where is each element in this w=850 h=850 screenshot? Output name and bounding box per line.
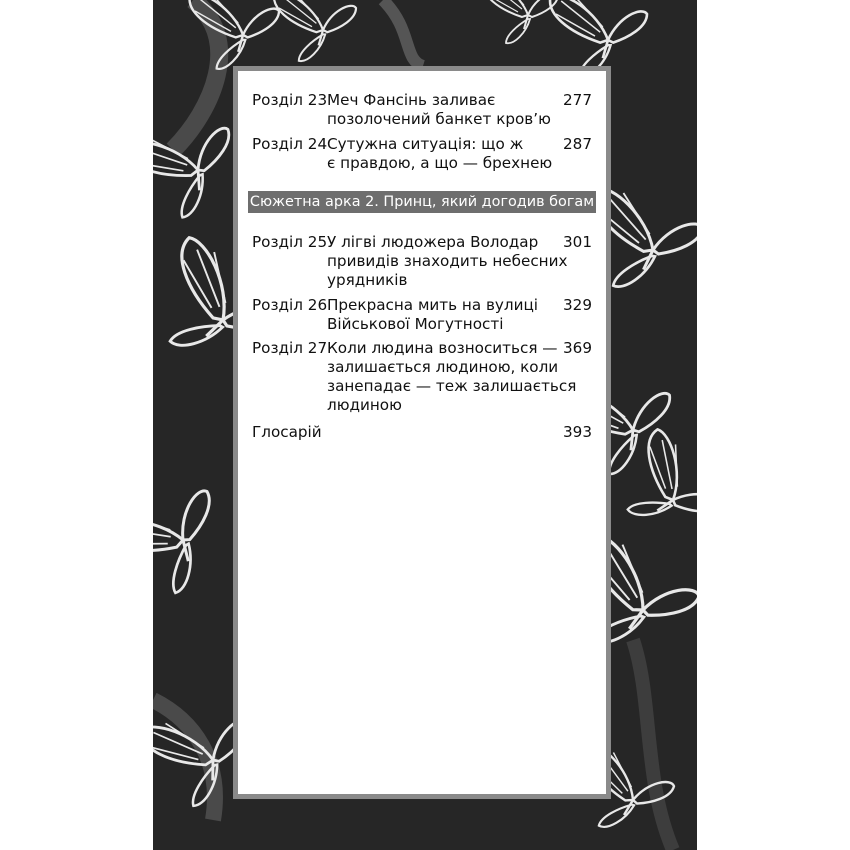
entry-title-line: людиною [327, 396, 402, 414]
entry-title [327, 91, 551, 129]
entry-page-number: 301 [563, 233, 592, 251]
entry-title-line: Меч Фансінь заливає [327, 91, 496, 109]
book-page [153, 0, 697, 850]
entry-title [327, 135, 553, 173]
entry-title-line: залишається людиною, коли [327, 358, 559, 376]
entry-label: Глосарій [252, 423, 322, 441]
butterfly-icon [605, 428, 697, 553]
entry-page-number: 329 [563, 296, 592, 314]
entry-page-number: 393 [563, 423, 592, 441]
entry-title [327, 233, 568, 290]
entry-label: Розділ 26 [252, 296, 328, 314]
entry-page-number: 287 [563, 135, 592, 153]
entry-title-line: позолочений банкет кров’ю [327, 110, 551, 128]
entry-title [327, 296, 541, 334]
table-of-contents [233, 66, 611, 799]
arc-heading: Сюжетна арка 2. Принц, який догодив богам [248, 191, 596, 213]
butterfly-icon [274, 0, 356, 61]
entry-title-line: Військової Могутності [327, 315, 504, 333]
entry-label: Розділ 23 [252, 91, 328, 109]
butterfly-icon [153, 473, 243, 611]
entry-title-line: є правдою, а що — брехнею [327, 154, 553, 172]
entry-title-line: Сутужна ситуація: що ж [327, 135, 524, 153]
entry-title-line: урядників [327, 271, 408, 289]
entry-title [327, 339, 577, 415]
entry-title-line: Прекрасна мить на вулиці [327, 296, 539, 314]
entry-title-line: Коли людина возноситься — [327, 339, 558, 357]
entry-title-line: У лігві людожера Володар [327, 233, 539, 251]
entry-title-line: привидів знаходить небесних [327, 252, 568, 270]
entry-label: Розділ 25 [252, 233, 328, 251]
butterfly-icon [483, 0, 558, 43]
entry-label: Розділ 27 [252, 339, 328, 357]
entry-title-line: занепадає — теж залишається [327, 377, 577, 395]
entry-page-number: 369 [563, 339, 592, 357]
entry-page-number: 277 [563, 91, 592, 109]
entry-label: Розділ 24 [252, 135, 328, 153]
